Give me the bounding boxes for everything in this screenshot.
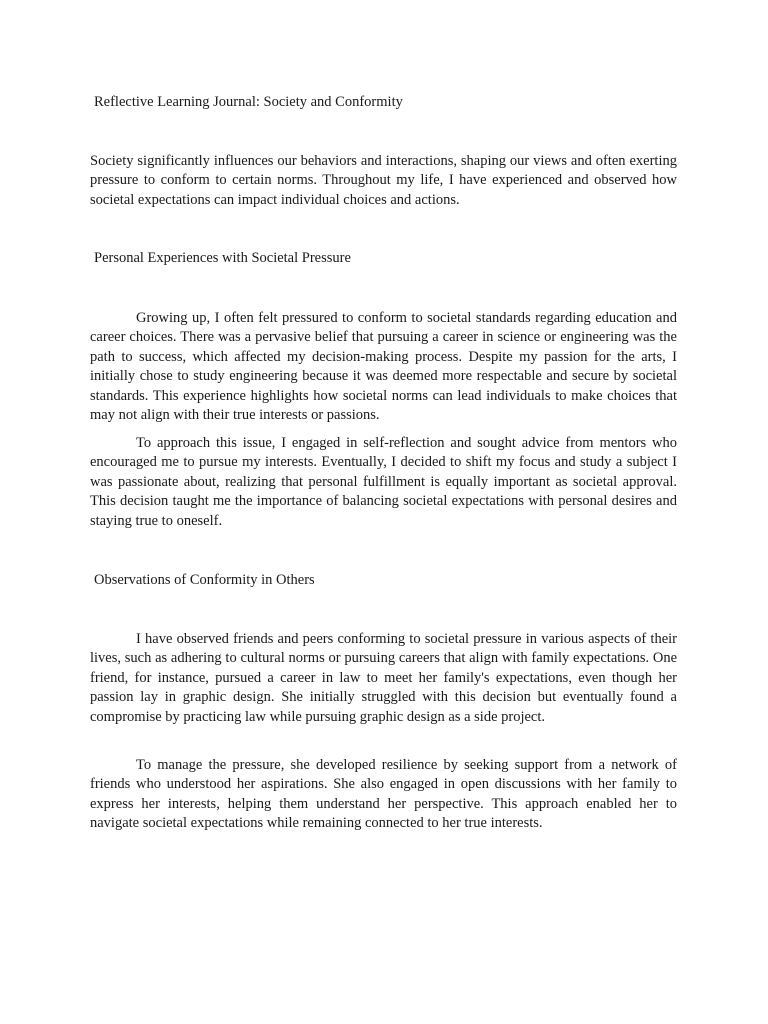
observations-paragraph-2: To manage the pressure, she developed resilience by seeking support from a network of friends who understood her aspirations. She also engaged in open discussions with her family to express her interests, helping them understand her perspective. This approach enabled her to navigate societal expectations while remaining connected to her true interests. <box>90 757 677 832</box>
personal-experiences-paragraph-2: To approach this issue, I engaged in self-reflection and sought advice from mentors who encouraged me to pursue my interests. Eventually, I decided to shift my focus and study a subject I was passionate about, realizing that personal fulfillment is equally important as societal approval. This decision taught me the importance of balancing societal expectations with personal desires and staying true to oneself. <box>90 435 677 529</box>
intro-paragraph: Society significantly influences our behaviors and interactions, shaping our views and often exerting pressure to conform to certain norms. Throughout my life, I have experienced and observed how societal expectations can impact individual choices and actions. <box>90 153 677 208</box>
section-heading-personal-experiences: Personal Experiences with Societal Pressure <box>94 250 351 266</box>
personal-experiences-paragraph-1: Growing up, I often felt pressured to conform to societal standards regarding education and career choices. There was a pervasive belief that pursuing a career in science or engineering was the path to success, which affected my decision-making process. Despite my passion for the arts, I initially chose to study engineering because it was deemed more respectable and secure by societal standards. This experience highlights how societal norms can lead individuals to make choices that may not align with their true interests or passions. <box>90 310 677 424</box>
observations-paragraph-1: I have observed friends and peers conforming to societal pressure in various aspects of their lives, such as adhering to cultural norms or pursuing careers that align with family expectations. One friend, for instance, pursued a career in law to meet her family's expectations, even though her passion lay in graphic design. She initially struggled with this decision but eventually found a compromise by practicing law while pursuing graphic design as a side project. <box>90 631 677 725</box>
document-title: Reflective Learning Journal: Society and Conformity <box>94 94 403 110</box>
section-heading-observations: Observations of Conformity in Others <box>94 572 315 588</box>
